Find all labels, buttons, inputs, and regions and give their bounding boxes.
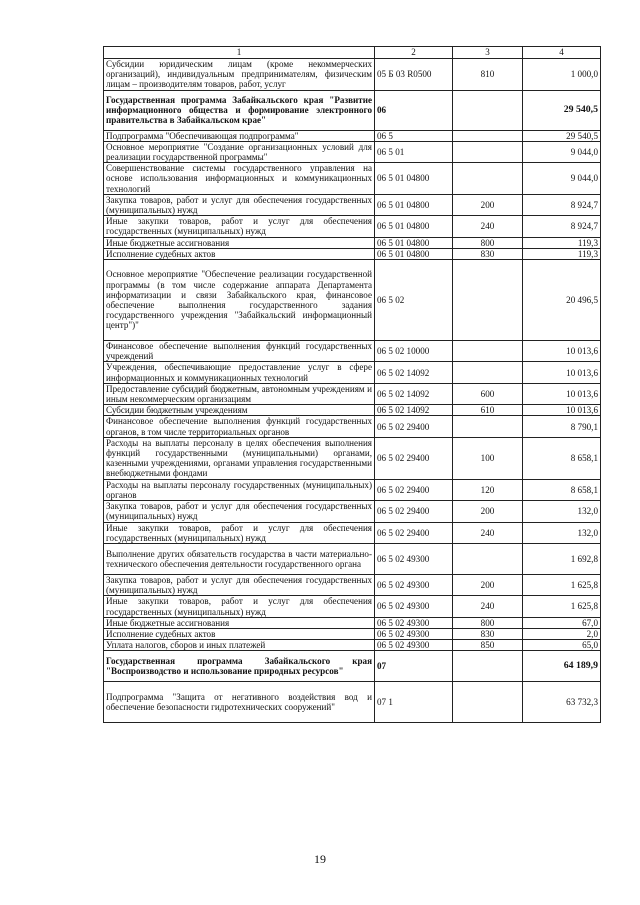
table-row	[104, 216, 601, 237]
page-number: 19	[314, 852, 326, 866]
row-expense-type	[453, 341, 523, 362]
row-code: 06 5 02 29400	[375, 479, 453, 500]
row-name: Совершенствование системы государственного управления на основе использования информационных и коммуникационных технологий	[104, 163, 375, 195]
row-expense-type: 610	[453, 405, 523, 416]
row-amount: 119,3	[523, 248, 601, 259]
table-row	[104, 617, 601, 628]
row-expense-type	[453, 163, 523, 195]
row-name: Государственная программа Забайкальского края "Воспроизводство и использование природных ресурсов"	[104, 651, 375, 682]
table-row	[104, 628, 601, 639]
row-code: 06 5 02 14092	[375, 405, 453, 416]
row-amount: 29 540,5	[523, 130, 601, 141]
row-amount: 8 924,7	[523, 194, 601, 215]
row-code: 05 Б 03 R0500	[375, 59, 453, 91]
row-expense-type: 100	[453, 437, 523, 479]
row-name: Иные закупки товаров, работ и услуг для обеспечения государственных (муниципальных) нужд	[104, 522, 375, 543]
row-name: Исполнение судебных актов	[104, 628, 375, 639]
table-row	[104, 194, 601, 215]
row-name: Подпрограмма "Обеспечивающая подпрограмма"	[104, 130, 375, 141]
column-header-3: 3	[453, 47, 523, 59]
row-name: Учреждения, обеспечивающие предоставление услуг в сфере информационных и коммуникационных технологий	[104, 362, 375, 383]
table-row	[104, 362, 601, 383]
table-row	[104, 341, 601, 362]
row-code: 06 5 01 04800	[375, 216, 453, 237]
row-code: 06 5 02 10000	[375, 341, 453, 362]
row-code: 06 5 02 29400	[375, 416, 453, 437]
table-body	[104, 59, 601, 723]
row-code: 07	[375, 651, 453, 682]
table-row	[104, 90, 601, 130]
column-number-row	[104, 47, 601, 59]
row-code: 06 5 02 49300	[375, 617, 453, 628]
row-expense-type: 240	[453, 522, 523, 543]
row-code: 06 5 02 49300	[375, 574, 453, 595]
table-row	[104, 682, 601, 723]
row-amount: 8 790,1	[523, 416, 601, 437]
row-code: 06 5 01 04800	[375, 194, 453, 215]
row-name: Расходы на выплаты персоналу в целях обеспечения выполнения функций государственными (муниципальными) органами, казенными учреждениями, органами управления государственными внебюджетными фондами	[104, 437, 375, 479]
row-expense-type: 240	[453, 216, 523, 237]
table-row	[104, 437, 601, 479]
row-expense-type: 200	[453, 574, 523, 595]
row-amount: 1 625,8	[523, 596, 601, 617]
table-row	[104, 501, 601, 522]
row-amount: 20 496,5	[523, 260, 601, 341]
row-amount: 1 692,8	[523, 543, 601, 574]
table-row	[104, 383, 601, 404]
row-name: Субсидии бюджетным учреждениям	[104, 405, 375, 416]
table-row	[104, 596, 601, 617]
row-amount: 64 189,9	[523, 651, 601, 682]
row-code: 06 5 02 29400	[375, 501, 453, 522]
row-code: 06 5 02 49300	[375, 596, 453, 617]
row-code: 06 5	[375, 130, 453, 141]
row-expense-type: 800	[453, 617, 523, 628]
table-row	[104, 260, 601, 341]
budget-table	[103, 46, 601, 723]
row-amount: 8 924,7	[523, 216, 601, 237]
row-expense-type: 830	[453, 628, 523, 639]
row-expense-type: 830	[453, 248, 523, 259]
row-expense-type: 120	[453, 479, 523, 500]
row-expense-type: 850	[453, 640, 523, 651]
table-row	[104, 574, 601, 595]
row-expense-type: 200	[453, 194, 523, 215]
row-name: Выполнение других обязательств государства в части материально-технического обеспечения деятельности государственного органа	[104, 543, 375, 574]
row-code: 06 5 01 04800	[375, 237, 453, 248]
row-name: Предоставление субсидий бюджетным, автономным учреждениям и иным некоммерческим организациям	[104, 383, 375, 404]
row-amount: 10 013,6	[523, 405, 601, 416]
row-name: Финансовое обеспечение выполнения функций государственных учреждений	[104, 341, 375, 362]
row-code: 06 5 02 49300	[375, 640, 453, 651]
table-row	[104, 248, 601, 259]
row-code: 06 5 02 49300	[375, 628, 453, 639]
row-name: Уплата налогов, сборов и иных платежей	[104, 640, 375, 651]
column-header-1: 1	[104, 47, 375, 59]
row-amount: 2,0	[523, 628, 601, 639]
row-expense-type: 600	[453, 383, 523, 404]
table-row	[104, 479, 601, 500]
row-amount: 63 732,3	[523, 682, 601, 723]
column-header-2: 2	[375, 47, 453, 59]
row-name: Иные бюджетные ассигнования	[104, 617, 375, 628]
row-expense-type: 810	[453, 59, 523, 91]
row-expense-type: 800	[453, 237, 523, 248]
row-amount: 8 658,1	[523, 437, 601, 479]
row-amount: 9 044,0	[523, 163, 601, 195]
row-name: Закупка товаров, работ и услуг для обеспечения государственных (муниципальных) нужд	[104, 574, 375, 595]
row-name: Основное мероприятие "Создание организационных условий для реализации государственной программы"	[104, 141, 375, 162]
row-expense-type	[453, 416, 523, 437]
row-amount: 119,3	[523, 237, 601, 248]
row-code: 06 5 02	[375, 260, 453, 341]
row-name: Субсидии юридическим лицам (кроме некоммерческих организаций), индивидуальным предпринимателям, физическим лицам – производителям товаров, работ, услуг	[104, 59, 375, 91]
row-code: 06 5 02 49300	[375, 543, 453, 574]
row-name: Иные закупки товаров, работ и услуг для обеспечения государственных (муниципальных) нужд	[104, 596, 375, 617]
row-name: Финансовое обеспечение выполнения функций государственных органов, в том числе территориальных органов	[104, 416, 375, 437]
table-row	[104, 59, 601, 91]
row-name: Закупка товаров, работ и услуг для обеспечения государственных (муниципальных) нужд	[104, 194, 375, 215]
column-header-4: 4	[523, 47, 601, 59]
row-amount: 10 013,6	[523, 383, 601, 404]
row-name: Закупка товаров, работ и услуг для обеспечения государственных (муниципальных) нужд	[104, 501, 375, 522]
row-expense-type	[453, 651, 523, 682]
table-row	[104, 405, 601, 416]
table-row	[104, 141, 601, 162]
row-name: Государственная программа Забайкальского края "Развитие информационного общества и формирование электронного правительства в Забайкальском крае"	[104, 90, 375, 130]
row-amount: 10 013,6	[523, 341, 601, 362]
table-row	[104, 130, 601, 141]
row-expense-type	[453, 141, 523, 162]
row-expense-type	[453, 682, 523, 723]
row-code: 06 5 02 29400	[375, 522, 453, 543]
row-amount: 1 000,0	[523, 59, 601, 91]
row-name: Подпрограмма "Защита от негативного воздействия вод и обеспечение безопасности гидротехнических сооружений"	[104, 682, 375, 723]
table-row	[104, 651, 601, 682]
table-row	[104, 163, 601, 195]
table-row	[104, 416, 601, 437]
row-amount: 29 540,5	[523, 90, 601, 130]
row-name: Основное мероприятие "Обеспечение реализации государственной программы (в том числе содержание аппарата Департамента информатизации и связи Забайкальского края, финансовое обеспечение выполнения государственного задания государственного учреждения "Забайкальский информационный центр")"	[104, 260, 375, 341]
row-expense-type	[453, 130, 523, 141]
row-expense-type: 200	[453, 501, 523, 522]
row-expense-type	[453, 90, 523, 130]
row-expense-type	[453, 362, 523, 383]
row-amount: 10 013,6	[523, 362, 601, 383]
row-code: 06 5 02 14092	[375, 362, 453, 383]
row-amount: 9 044,0	[523, 141, 601, 162]
row-amount: 65,0	[523, 640, 601, 651]
row-amount: 1 625,8	[523, 574, 601, 595]
row-expense-type	[453, 260, 523, 341]
row-expense-type	[453, 543, 523, 574]
row-code: 06 5 02 29400	[375, 437, 453, 479]
row-code: 06 5 02 14092	[375, 383, 453, 404]
table-row	[104, 237, 601, 248]
row-name: Расходы на выплаты персоналу государственных (муниципальных) органов	[104, 479, 375, 500]
table-row	[104, 543, 601, 574]
row-code: 06 5 01 04800	[375, 163, 453, 195]
row-name: Иные закупки товаров, работ и услуг для обеспечения государственных (муниципальных) нужд	[104, 216, 375, 237]
row-amount: 132,0	[523, 501, 601, 522]
row-expense-type: 240	[453, 596, 523, 617]
table-row	[104, 522, 601, 543]
row-name: Иные бюджетные ассигнования	[104, 237, 375, 248]
row-amount: 132,0	[523, 522, 601, 543]
row-amount: 67,0	[523, 617, 601, 628]
row-code: 06	[375, 90, 453, 130]
row-code: 06 5 01	[375, 141, 453, 162]
row-code: 07 1	[375, 682, 453, 723]
row-name: Исполнение судебных актов	[104, 248, 375, 259]
row-code: 06 5 01 04800	[375, 248, 453, 259]
table-row	[104, 640, 601, 651]
row-amount: 8 658,1	[523, 479, 601, 500]
